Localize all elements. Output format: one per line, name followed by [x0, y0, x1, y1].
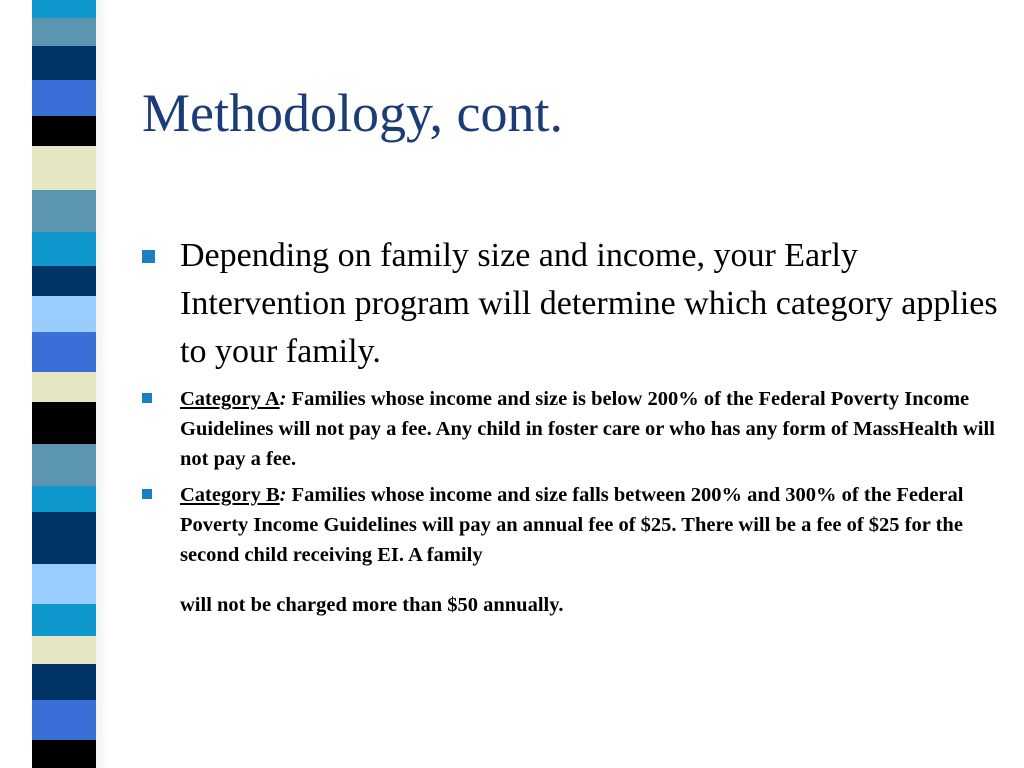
- bullet-list: [140, 232, 1000, 626]
- stripe-block: [32, 740, 96, 768]
- stripe-block: [32, 700, 96, 740]
- stripe-block: [32, 0, 96, 18]
- stripe-block: [32, 80, 96, 116]
- category-a-colon: :: [279, 388, 287, 410]
- category-b-tail: will not be charged more than $50 annually.: [180, 594, 564, 616]
- stripe-block: [32, 266, 96, 296]
- decorative-stripe: [32, 0, 96, 768]
- stripe-block: [32, 444, 96, 486]
- bullet-square-icon: [142, 489, 152, 499]
- stripe-block: [32, 664, 96, 700]
- stripe-block: [32, 604, 96, 636]
- stripe-block: [32, 512, 96, 564]
- category-a-text: Families whose income and size is below 200% of the Federal Poverty Income Guidelines will not pay a fee. Any child in foster care or who has any form of MassHealth will not pay a fee.: [180, 388, 995, 470]
- category-b-text: Families whose income and size falls between 200% and 300% of the Federal Poverty Income Guidelines will pay an annual fee of $25. There will be a fee of $25 for the second child receiving EI. A family: [180, 484, 964, 566]
- bullet-intro: [140, 232, 1000, 376]
- category-b-label: Category B: [180, 484, 280, 506]
- stripe-block: [32, 46, 96, 80]
- stripe-block: [32, 18, 96, 46]
- stripe-block: [32, 190, 96, 232]
- stripe-block: [32, 636, 96, 664]
- bullet-category-b: [140, 480, 1000, 620]
- category-b-colon: :: [279, 484, 287, 506]
- stripe-block: [32, 372, 96, 402]
- stripe-block: [32, 146, 96, 190]
- category-a-label: Category A: [180, 388, 280, 410]
- bullet-square-icon: [142, 250, 155, 263]
- stripe-block: [32, 564, 96, 604]
- slide-title: Methodology, cont.: [142, 83, 563, 143]
- stripe-block: [32, 116, 96, 146]
- stripe-block: [32, 486, 96, 512]
- stripe-block: [32, 232, 96, 266]
- stripe-block: [32, 332, 96, 372]
- stripe-block: [32, 402, 96, 444]
- stripe-block: [32, 296, 96, 332]
- bullet-intro-text: Depending on family size and income, your Early Intervention program will determine which category applies to your family.: [180, 237, 998, 370]
- bullet-category-a: [140, 384, 1000, 474]
- bullet-square-icon: [142, 393, 152, 403]
